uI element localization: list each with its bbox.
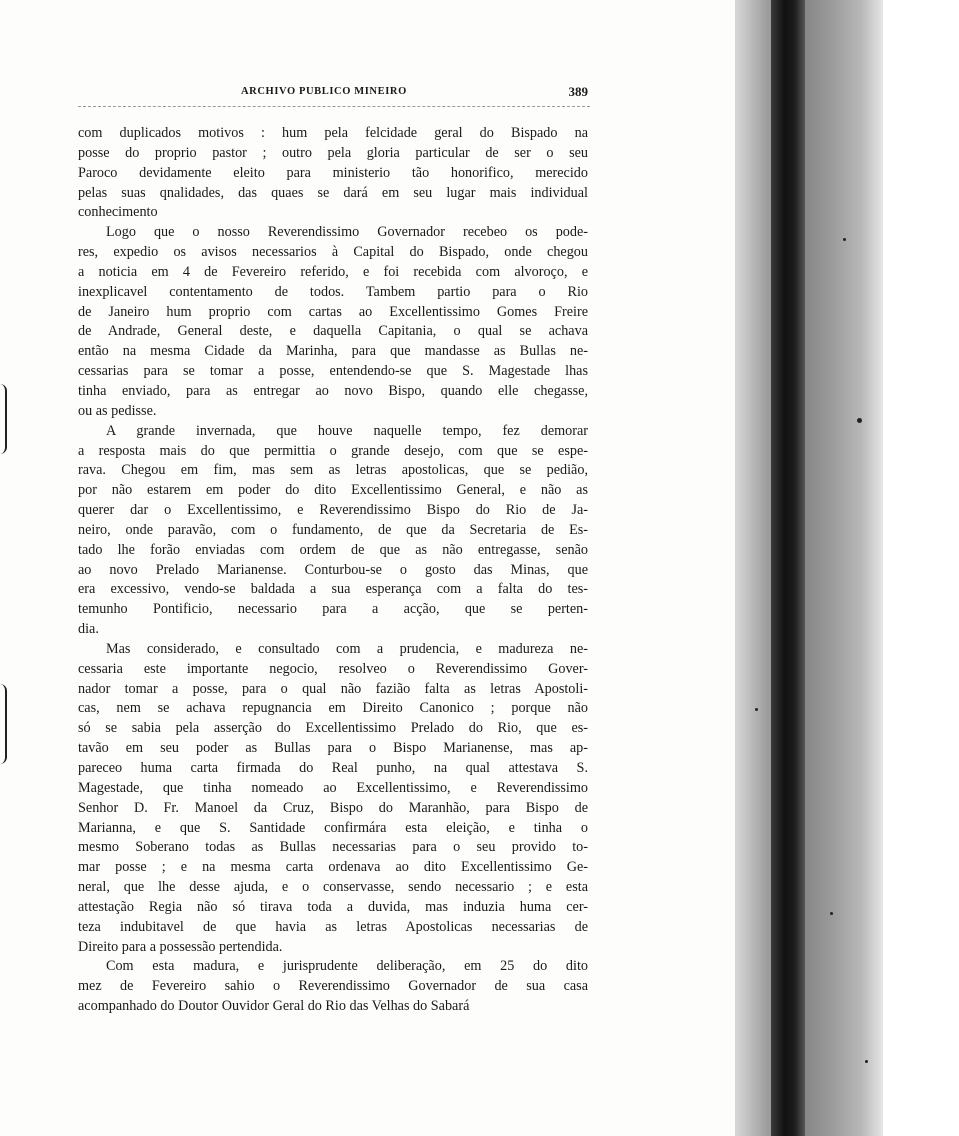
text-line: res, expedio os avisos necessarios à Capital do Bispado, onde chegou bbox=[78, 244, 588, 261]
speck bbox=[843, 238, 846, 241]
text-line: posse do proprio pastor ; outro pela gloria particular de ser o seu bbox=[78, 144, 588, 161]
text-line: cessarias para se tomar a posse, entendendo-se que S. Magestade lhas bbox=[78, 363, 588, 380]
text-line: cessaria este importante negocio, resolveo o Reverendissimo Gover- bbox=[78, 660, 588, 677]
text-line: pelas suas qnalidades, das quaes se dará em seu lugar mais individual bbox=[78, 184, 588, 201]
text-line: attestação Regia não só tirava toda a duvida, mas induzia huma cer- bbox=[78, 898, 588, 915]
text-line: ou as pedisse. bbox=[78, 402, 157, 419]
text-line: Direito para a possessão pertendida. bbox=[78, 938, 283, 955]
speck bbox=[865, 1060, 868, 1063]
text-line: tado lhe forão enviadas com ordem de que as não entregasse, senão bbox=[78, 541, 588, 558]
text-line: mar posse ; e na mesma carta ordenava ao dito Excellentissimo Ge- bbox=[78, 859, 588, 876]
speck bbox=[857, 418, 862, 423]
text-line: Logo que o nosso Reverendissimo Governador recebeo os pode- bbox=[106, 224, 588, 241]
text-line: nador tomar a posse, para o qual não fazião falta as letras Apostoli- bbox=[78, 680, 588, 697]
page-header bbox=[78, 84, 590, 104]
text-line: tavão em seu poder as Bullas para o Bispo Marianense, mas ap- bbox=[78, 740, 588, 757]
text-line: Mas considerado, e consultado com a prudencia, e madureza ne- bbox=[106, 640, 588, 657]
text-line: Com esta madura, e jurisprudente deliberação, em 25 do dito bbox=[106, 958, 588, 975]
text-line: tinha enviado, para as entregar ao novo Bispo, quando elle chegasse, bbox=[78, 382, 588, 399]
body-text bbox=[78, 124, 588, 1017]
text-line: com duplicados motivos : hum pela felcidade geral do Bispado na bbox=[78, 125, 588, 141]
text-line: neral, que lhe desse ajuda, e o conservasse, sendo necessario ; e esta bbox=[78, 879, 588, 896]
text-line: a noticia em 4 de Fevereiro referido, e foi recebida com alvoroço, e bbox=[78, 263, 588, 280]
text-line: A grande invernada, que houve naquelle tempo, fez demorar bbox=[106, 422, 588, 439]
text-line: Magestade, que tinha nomeado ao Excellentissimo, e Reverendissimo bbox=[78, 779, 588, 796]
text-line: teza indubitavel de que havia as letras Apostolicas necessarias de bbox=[78, 918, 588, 935]
running-title: ARCHIVO PUBLICO MINEIRO bbox=[241, 86, 407, 97]
text-line: dia. bbox=[78, 621, 99, 638]
text-line: ao novo Prelado Marianense. Conturbou-se o gosto das Minas, que bbox=[78, 561, 588, 578]
text-line: Paroco devidamente eleito para ministerio tão honorifico, merecido bbox=[78, 164, 588, 181]
text-line: rava. Chegou em fim, mas sem as letras apostolicas, que se pedião, bbox=[78, 462, 588, 479]
text-line: mesmo Soberano todas as Bullas necessarias para o seu provido to- bbox=[78, 839, 588, 856]
text-line: então na mesma Cidade da Marinha, para que mandasse as Bullas ne- bbox=[78, 343, 588, 360]
text-line: mez de Fevereiro sahio o Reverendissimo Governador de sua casa bbox=[78, 978, 588, 995]
text-line: cas, nem se achava repugnancia em Direito Canonico ; porque não bbox=[78, 700, 588, 717]
speck bbox=[755, 708, 758, 711]
adjacent-page-edge bbox=[883, 0, 959, 1136]
text-line: conhecimento bbox=[78, 204, 158, 221]
gutter-shade bbox=[735, 0, 883, 1136]
text-line: era excessivo, vendo-se baldada a sua esperança com a falta do tes- bbox=[78, 581, 588, 598]
page-edge-shadow bbox=[0, 384, 6, 804]
text-line: pareceo huma carta firmada do Real punho, na qual attestava S. bbox=[78, 760, 588, 776]
text-line: de Andrade, General deste, e daquella Capitania, o qual se achava bbox=[78, 323, 588, 340]
text-line: a resposta mais do que permittia o grande desejo, com que se espe- bbox=[78, 442, 588, 459]
header-rule bbox=[78, 106, 590, 107]
fold-arc-upper bbox=[0, 384, 7, 454]
book-binding-gutter bbox=[735, 0, 959, 1136]
text-line: só se sabia pela asserção do Excellentissimo Prelado do Rio, que es- bbox=[78, 720, 588, 737]
page-number: 389 bbox=[568, 84, 588, 99]
text-line: neiro, onde paravão, com o fundamento, de que da Secretaria de Es- bbox=[78, 521, 588, 538]
text-line: de Janeiro hum proprio com cartas ao Excellentissimo Gomes Freire bbox=[78, 303, 588, 320]
text-line: querer dar o Excellentissimo, e Reverendissimo Bispo do Rio de Ja- bbox=[78, 502, 588, 519]
text-line: por não estarem em poder do dito Excellentissimo General, e não as bbox=[78, 482, 588, 499]
text-line: acompanhado do Doutor Ouvidor Geral do Rio das Velhas do Sabará bbox=[78, 998, 470, 1015]
fold-arc-lower bbox=[0, 684, 7, 764]
speck bbox=[830, 912, 833, 915]
text-line: Marianna, e que S. Santidade confirmára esta eleição, e tinha o bbox=[78, 819, 588, 836]
text-line: temunho Pontificio, necessario para a acção, que se perten- bbox=[78, 601, 588, 618]
text-line: inexplicavel contentamento de todos. Tambem partio para o Rio bbox=[78, 283, 588, 300]
text-line: Senhor D. Fr. Manoel da Cruz, Bispo do Maranhão, para Bispo de bbox=[78, 799, 588, 816]
spine-shadow bbox=[771, 0, 805, 1136]
